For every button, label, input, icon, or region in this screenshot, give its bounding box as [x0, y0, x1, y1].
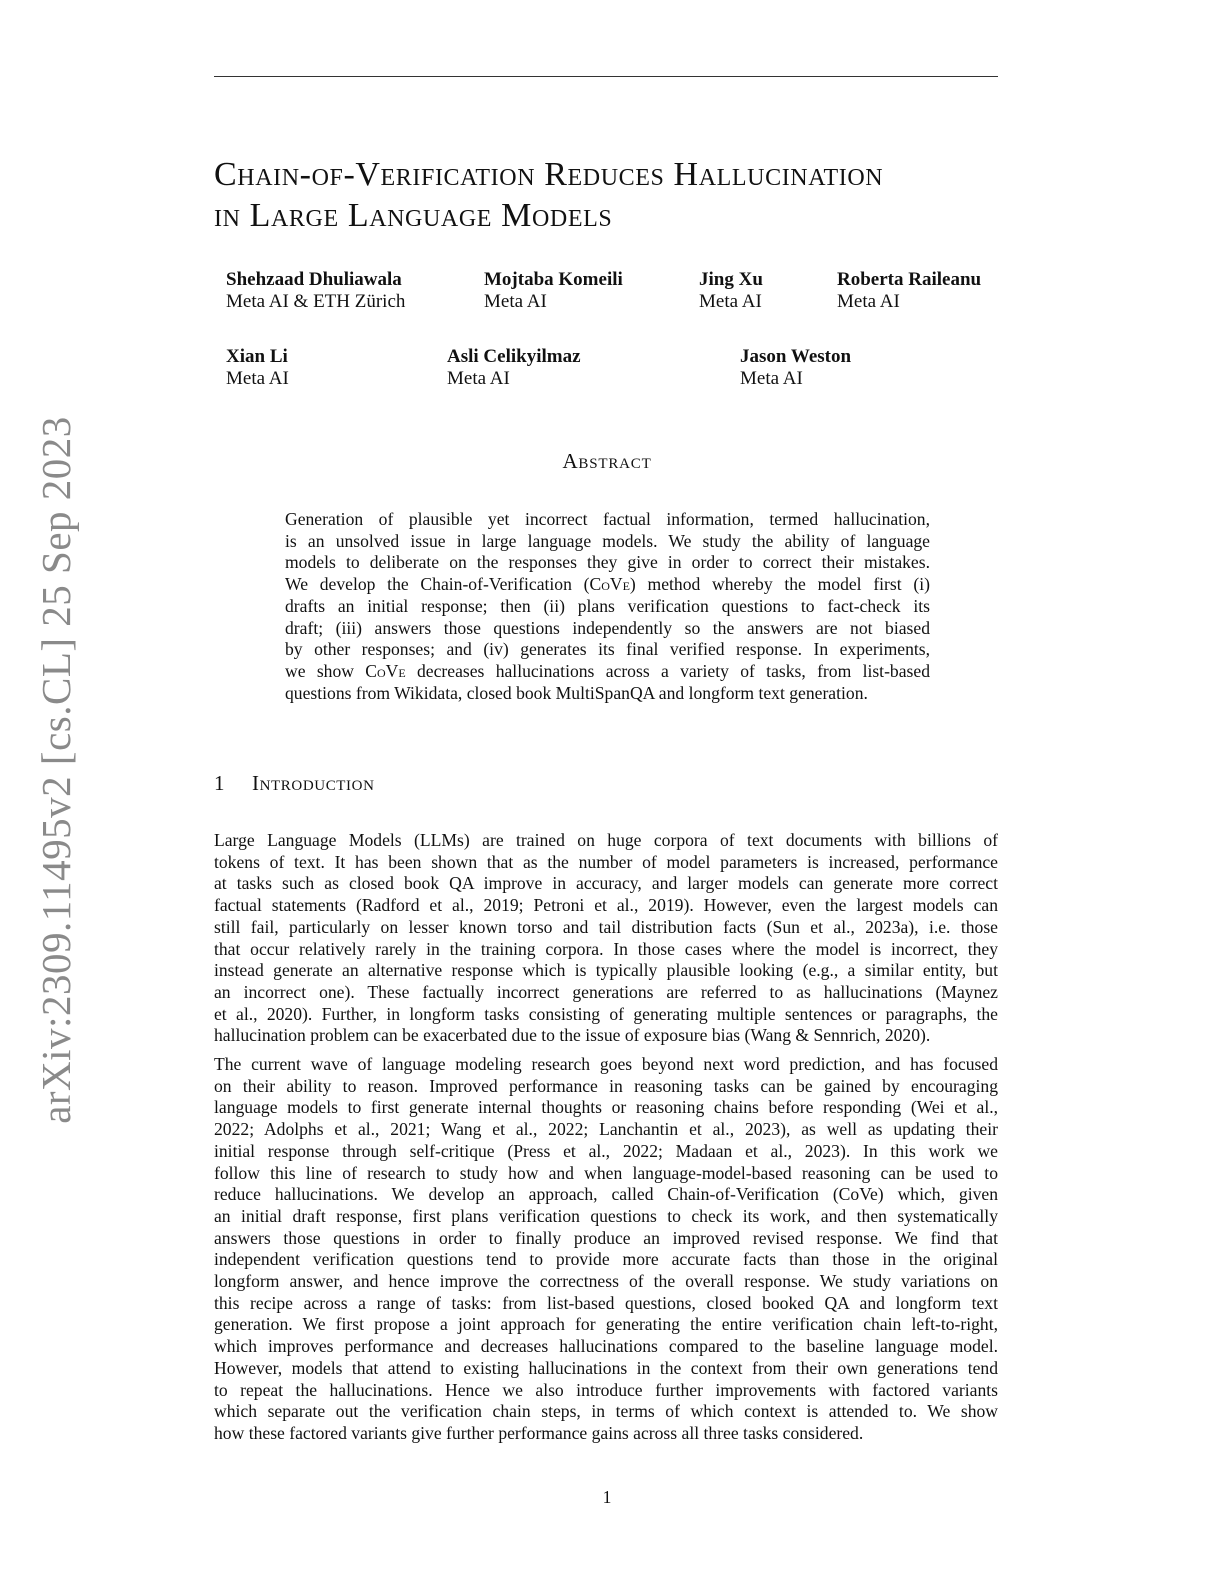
- abstract-text: ) method whereby the model first (i): [629, 574, 931, 595]
- paragraph-line: hallucination problem can be exacerbated due to the issue of exposure bias (Wang & Sennrich, 2020).: [214, 1025, 931, 1046]
- intro-paragraph-2: [214, 1054, 998, 1445]
- author-block: [447, 346, 581, 390]
- paragraph-line: tokens of text. It has been shown that as the number of model parameters is increased, performance: [214, 851, 998, 872]
- section-heading: [214, 771, 375, 796]
- abstract-line: is an unsolved issue in large language models. We study the ability of language: [285, 530, 930, 551]
- paragraph-line: instead generate an alternative response which is typically plausible looking (e.g., a similar entity, but: [214, 960, 998, 981]
- abstract-body: [285, 509, 930, 704]
- abstract-heading: Abstract: [562, 449, 652, 473]
- paragraph-line: which separate out the verification chain steps, in terms of which context is attended to. We show: [214, 1401, 998, 1422]
- paragraph-line: on their ability to reason. Improved performance in reasoning tasks can be gained by encouraging: [214, 1075, 998, 1096]
- author-block: [699, 269, 763, 313]
- author-block: [837, 269, 981, 313]
- author-affiliation: Meta AI: [447, 368, 510, 389]
- author-name: Mojtaba Komeili: [484, 269, 623, 290]
- author-affiliation: Meta AI: [226, 368, 289, 389]
- abstract-line: Generation of plausible yet incorrect factual information, termed hallucination,: [285, 509, 930, 529]
- paragraph-line: The current wave of language modeling research goes beyond next word prediction, and has focused: [214, 1054, 998, 1074]
- paragraph-line: answers those questions in order to finally produce an improved revised response. We find that: [214, 1227, 998, 1248]
- paragraph-line: Large Language Models (LLMs) are trained on huge corpora of text documents with billions of: [214, 830, 998, 850]
- paragraph-line: language models to first generate internal thoughts or reasoning chains before responding (Wei et al.,: [214, 1097, 998, 1118]
- abstract-line: by other responses; and (iv) generates its final verified response. In experiments,: [285, 639, 930, 660]
- abstract-line: questions from Wikidata, closed book MultiSpanQA and longform text generation.: [285, 682, 868, 703]
- paragraph-line: independent verification questions tend to provide more accurate facts than those in the original: [214, 1249, 998, 1270]
- paragraph-line: 2022; Adolphs et al., 2021; Wang et al., 2022; Lanchantin et al., 2023), as well as updating their: [214, 1119, 998, 1140]
- author-name: Xian Li: [226, 346, 288, 367]
- intro-paragraph-1: [214, 830, 998, 1047]
- arxiv-identifier: arXiv:2309.11495v2 [cs.CL] 25 Sep 2023: [33, 416, 79, 1124]
- author-affiliation: Meta AI: [837, 291, 900, 312]
- paragraph-line: still fail, particularly on lesser known torso and tail distribution facts (Sun et al., 2023a), i.e. those: [214, 916, 998, 937]
- author-affiliation: Meta AI: [699, 291, 762, 312]
- author-block: [740, 346, 851, 390]
- author-affiliation: Meta AI: [740, 368, 803, 389]
- abstract-line: drafts an initial response; then (ii) plans verification questions to fact-check its: [285, 595, 930, 616]
- section-title: Introduction: [252, 771, 375, 795]
- author-name: Roberta Raileanu: [837, 269, 982, 290]
- paragraph-line: factual statements (Radford et al., 2019; Petroni et al., 2019). However, even the largest models can: [214, 895, 998, 916]
- abstract-line: models to deliberate on the responses they give in order to correct their mistakes.: [285, 552, 930, 573]
- paragraph-line: this recipe across a range of tasks: from list-based questions, closed booked QA and longform text: [214, 1292, 998, 1313]
- paragraph-line: longform answer, and hence improve the correctness of the overall response. We study variations on: [214, 1271, 998, 1292]
- page-number: 1: [602, 1487, 612, 1507]
- abstract-line: [285, 661, 930, 683]
- method-name: CoVe: [365, 660, 406, 681]
- method-name: CoVe: [589, 574, 630, 595]
- paragraph-line: However, models that attend to existing hallucinations in the context from their own generations tend: [214, 1357, 998, 1378]
- paragraph-line: that occur relatively rarely in the training corpora. In those cases where the model is incorrect, they: [214, 938, 998, 959]
- paragraph-line: an initial draft response, first plans verification questions to check its work, and then systematically: [214, 1205, 998, 1226]
- paragraph-line: follow this line of research to study how and when language-model-based reasoning can be used to: [214, 1162, 998, 1183]
- paragraph-line: which improves performance and decreases hallucinations compared to the baseline language model.: [214, 1336, 998, 1357]
- author-name: Shehzaad Dhuliawala: [226, 269, 402, 290]
- paragraph-line: initial response through self-critique (Press et al., 2022; Madaan et al., 2023). In this work we: [214, 1140, 998, 1161]
- abstract-line: draft; (iii) answers those questions independently so the answers are not biased: [285, 617, 930, 638]
- paragraph-line: at tasks such as closed book QA improve in accuracy, and larger models can generate more correct: [214, 873, 998, 894]
- abstract-text: decreases hallucinations across a variety of tasks, from list-based: [405, 660, 930, 681]
- paragraph-line: how these factored variants give further performance gains across all three tasks considered.: [214, 1422, 864, 1443]
- paragraph-line: an incorrect one). These factually incorrect generations are referred to as hallucinations (Maynez: [214, 981, 998, 1002]
- author-affiliation: Meta AI: [484, 291, 547, 312]
- author-block: [226, 269, 405, 313]
- paragraph-line: generation. We first propose a joint approach for generating the entire verification chain left-to-right,: [214, 1314, 998, 1335]
- section-number: 1: [214, 771, 226, 795]
- author-name: Jason Weston: [740, 346, 852, 367]
- author-name: Asli Celikyilmaz: [447, 346, 581, 367]
- title-line-1: Chain-of-Verification Reduces Hallucination: [214, 156, 884, 193]
- paragraph-line: reduce hallucinations. We develop an approach, called Chain-of-Verification (CoVe) which, given: [214, 1184, 998, 1205]
- abstract-text: we show: [285, 660, 366, 681]
- paragraph-line: to repeat the hallucinations. Hence we also introduce further improvements with factored variants: [214, 1379, 998, 1400]
- author-block: [226, 346, 289, 390]
- abstract-text: We develop the Chain-of-Verification (: [285, 574, 590, 595]
- paper-title: [214, 154, 1014, 236]
- top-rule: [214, 76, 998, 77]
- abstract-line: [285, 574, 930, 596]
- author-affiliation: Meta AI & ETH Zürich: [226, 291, 406, 312]
- author-name: Jing Xu: [699, 269, 763, 290]
- title-line-2: in Large Language Models: [214, 197, 613, 234]
- paragraph-line: et al., 2020). Further, in longform tasks consisting of generating multiple sentences or paragraphs, the: [214, 1003, 998, 1024]
- author-block: [484, 269, 623, 313]
